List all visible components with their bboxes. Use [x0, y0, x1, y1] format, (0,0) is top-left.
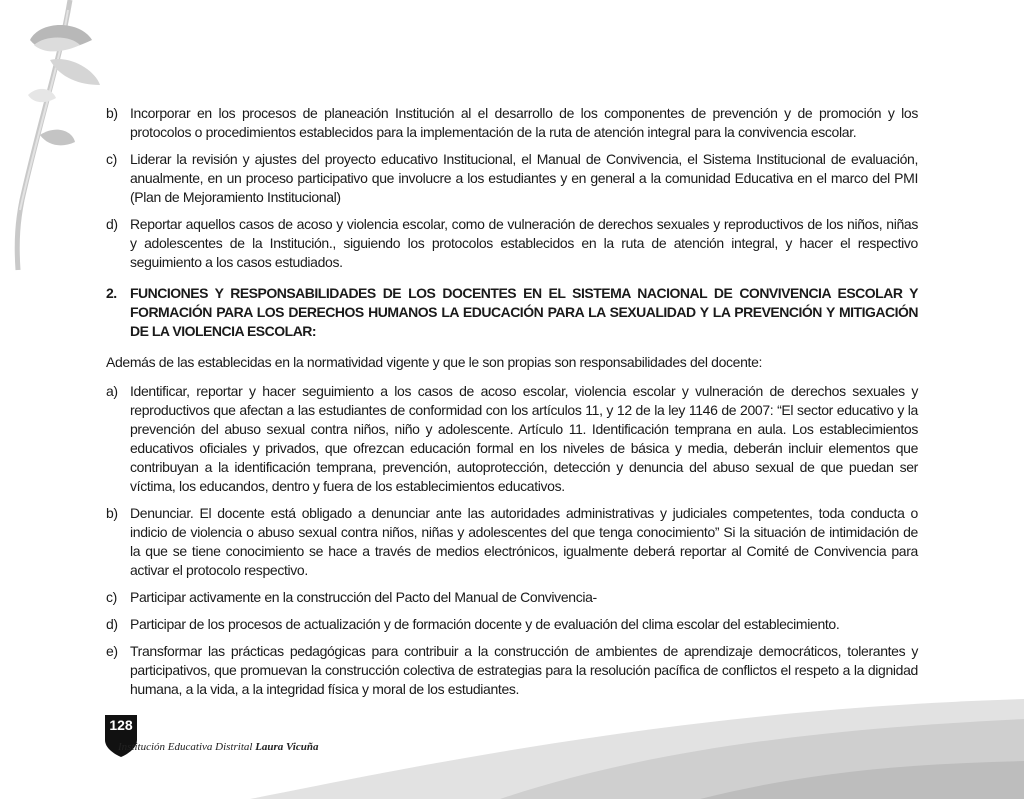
item-text: Transformar las prácticas pedagógicas para contribuir a la construcción de ambientes de aprendizaje democráticos, tolerantes y participativos, que promuevan la construcción colectiva de estrategias para la resolución pacífica de conflictos el respeto a la dignidad humana, a la vida, a la integridad física y moral de los estudiantes. — [130, 643, 918, 697]
section1-list — [106, 104, 918, 272]
section2-list — [106, 382, 918, 699]
item-text: Identificar, reportar y hacer seguimiento a los casos de acoso escolar, violencia escolar y vulneración de derechos sexuales y reproductivos que afectan a las estudiantes de conformidad con los artículos 11, y 12 de la ley 1146 de 2007: “El sector educativo y la prevención del abuso sexual contra niños, niño y adolescente. Artículo 11. Identificación temprana en aula. Los establecimientos educativos oficiales y privados, que ofrezcan educación formal en los niveles de básica y media, deberán incluir elementos que contribuyan a la identificación temprana, prevención, autoprotección, detección y denuncia del abuso sexual de que puedan ser víctima, los educandos, dentro y fuera de los establecimientos educativos. — [130, 383, 918, 494]
item-text: Participar activamente en la construcción del Pacto del Manual de Convivencia- — [130, 589, 597, 605]
list-item — [106, 215, 918, 272]
list-item — [106, 642, 918, 699]
footer-name: Laura Vicuña — [255, 741, 319, 753]
page-content — [106, 104, 918, 707]
footer-institution — [118, 741, 318, 753]
intro-paragraph: Además de las establecidas en la normatividad vigente y que le son propias son responsabilidades del docente: — [106, 354, 763, 370]
list-item — [106, 150, 918, 207]
item-marker: a) — [106, 383, 118, 399]
item-marker: c) — [106, 589, 117, 605]
heading-number: 2. — [106, 285, 117, 301]
section-heading — [106, 284, 918, 341]
item-marker: b) — [106, 105, 118, 121]
floral-decoration — [0, 0, 110, 300]
item-text: Participar de los procesos de actualización y de formación docente y de evaluación del clima escolar del establecimiento. — [130, 616, 840, 632]
item-text: Incorporar en los procesos de planeación Institución al el desarrollo de los componentes de prevención y de promoción y los protocolos o procedimientos establecidos para la implementación de la ruta de atención integral para la convivencia escolar. — [130, 105, 918, 140]
list-item — [106, 588, 918, 607]
heading-text: FUNCIONES Y RESPONSABILIDADES DE LOS DOCENTES EN EL SISTEMA NACIONAL DE CONVIVENCIA ESCOLAR Y FORMACIÓN PARA LOS DERECHOS HUMANOS LA EDUCACIÓN PARA LA SEXUALIDAD Y LA PREVENCIÓN Y MITIGACIÓN DE LA VIOLENCIA ESCOLAR: — [130, 285, 918, 339]
item-marker: c) — [106, 151, 117, 167]
item-text: Denunciar. El docente está obligado a denunciar ante las autoridades administrativas y judiciales competentes, toda conducta o indicio de violencia o abuso sexual contra niños, niñas y adolescentes del que tenga conocimiento” Si la situación de intimidación de la que se tiene conocimiento se hace a través de medios electrónicos, igualmente deberá reportar al Comité de Convivencia para activar el protocolo respectivo. — [130, 505, 918, 578]
item-marker: d) — [106, 216, 118, 232]
list-item — [106, 104, 918, 142]
item-marker: d) — [106, 616, 118, 632]
item-text: Liderar la revisión y ajustes del proyecto educativo Institucional, el Manual de Convivencia, el Sistema Institucional de evaluación, anualmente, en un proceso participativo que involucre a los estudiantes y en general a la comunidad Educativa en el marco del PMI (Plan de Mejoramiento Institucional) — [130, 151, 918, 205]
list-item — [106, 504, 918, 580]
list-item — [106, 615, 918, 634]
item-marker: b) — [106, 505, 118, 521]
list-item — [106, 382, 918, 496]
page-number: 128 — [109, 717, 133, 733]
item-text: Reportar aquellos casos de acoso y violencia escolar, como de vulneración de derechos sexuales y reproductivos de los niños, niñas y adolescentes de la Institución., siguiendo los protocolos establecidos en la ruta de atención integral, y hacer el respectivo seguimiento a los casos estudiados. — [130, 216, 918, 270]
footer-prefix: Institución Educativa Distrital — [118, 741, 253, 753]
item-marker: e) — [106, 643, 118, 659]
